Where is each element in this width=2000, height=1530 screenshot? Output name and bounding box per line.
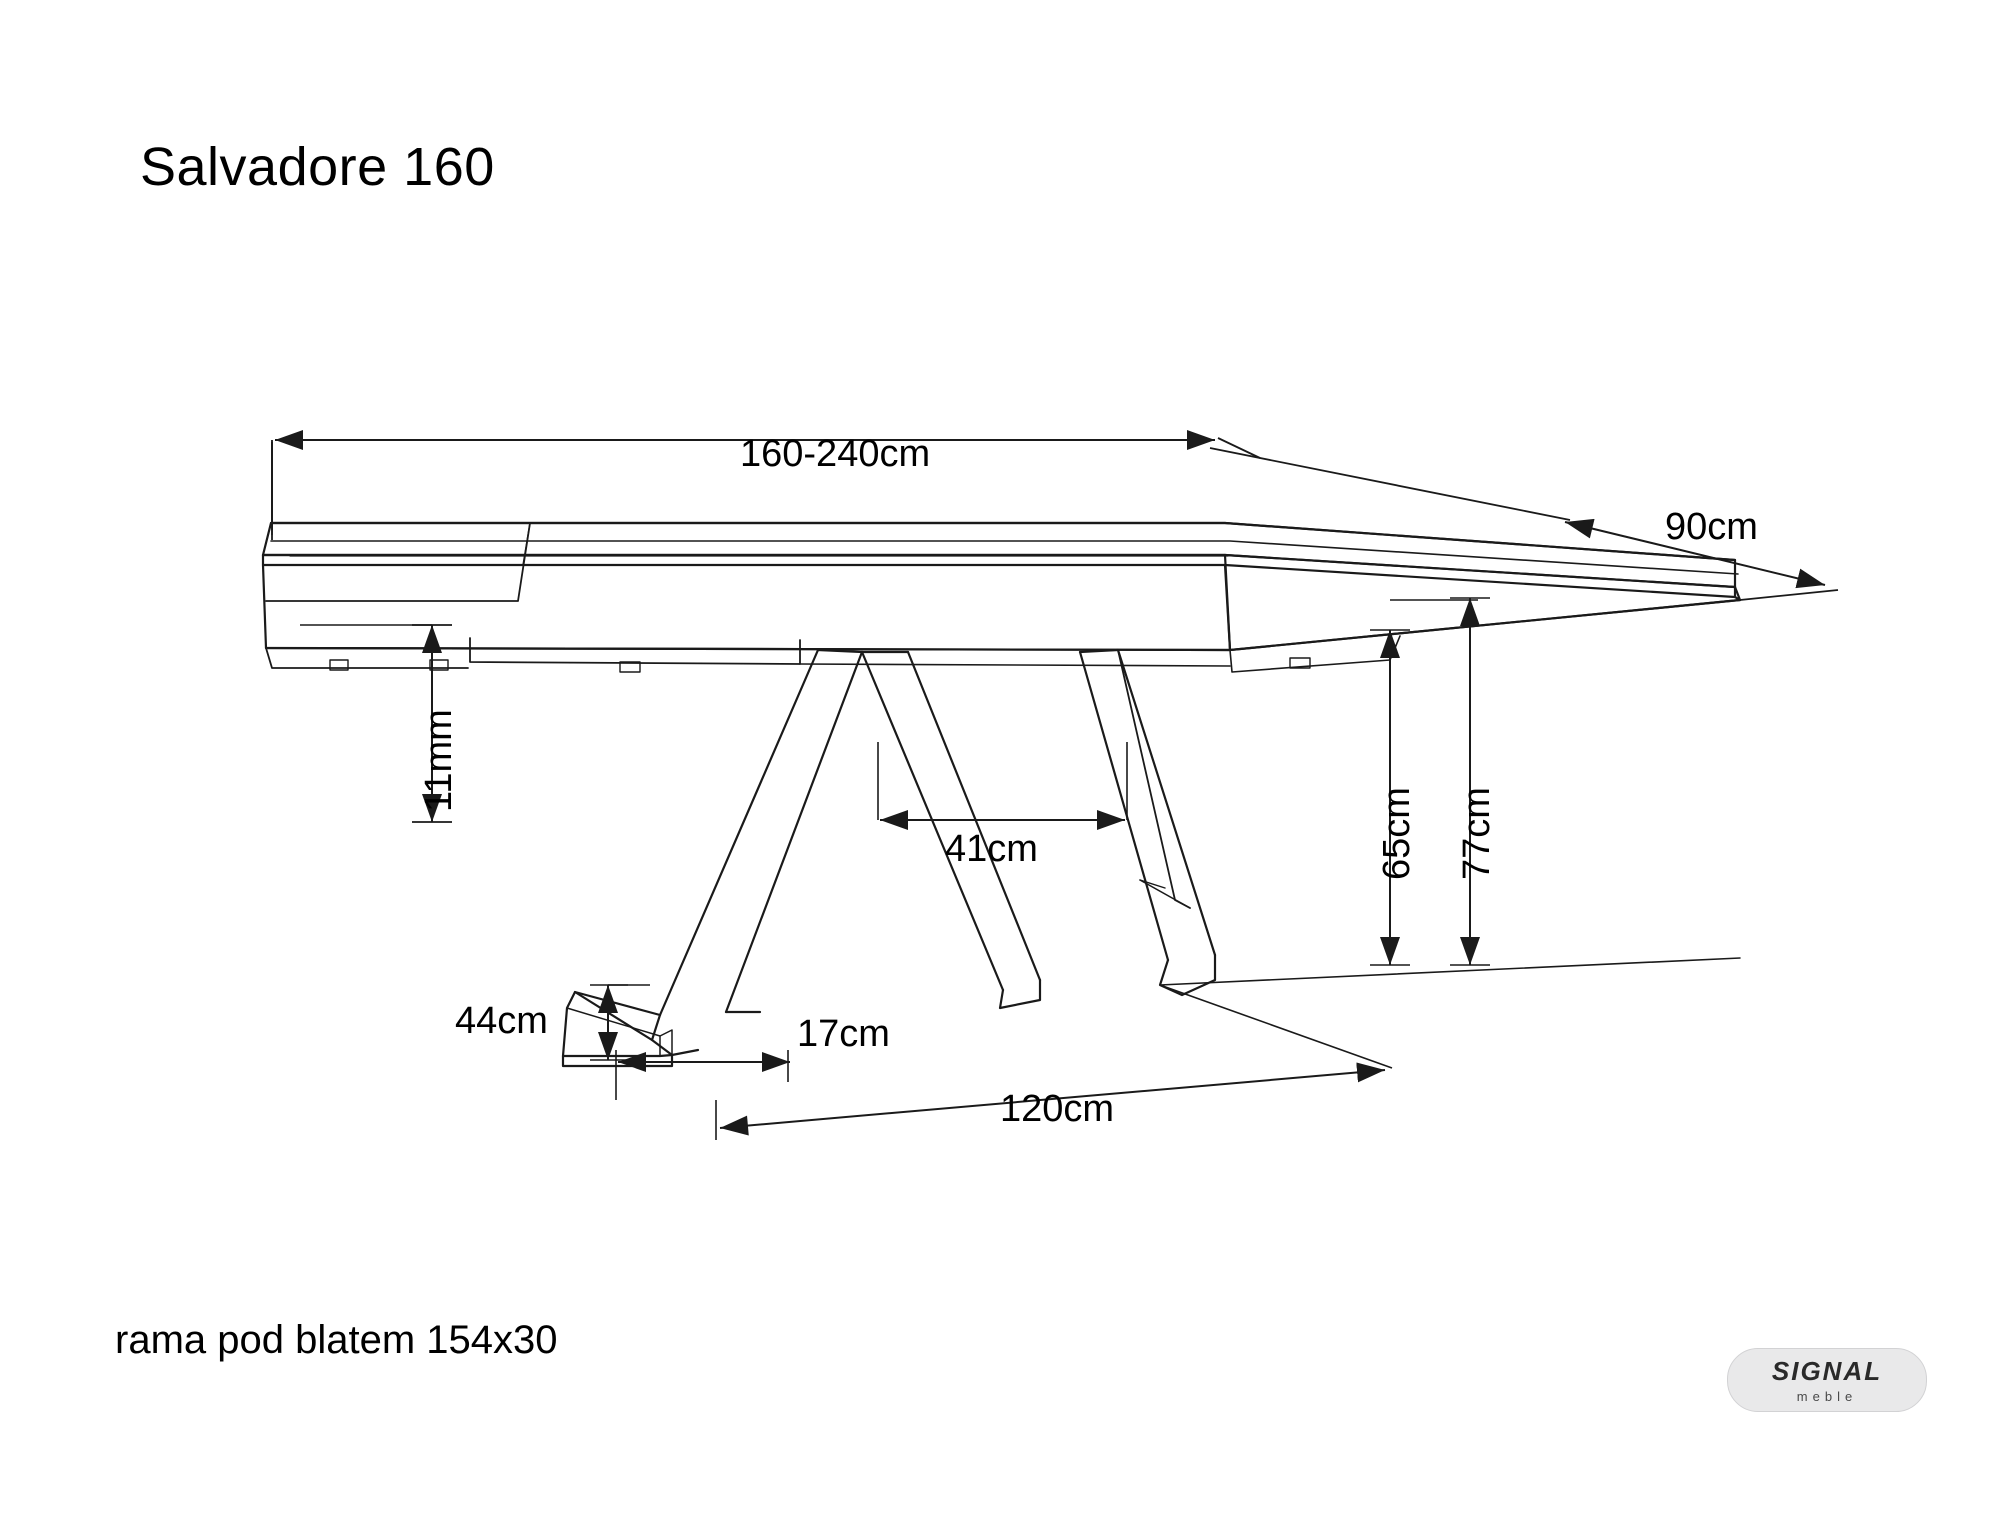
- dimension-foot-depth-label: 44cm: [455, 1000, 548, 1042]
- dimension-foot-width-label: 17cm: [797, 1013, 890, 1055]
- dimension-height-under-label: 65cm: [1376, 787, 1418, 880]
- table-geometry: [263, 523, 1740, 1066]
- logo-subtitle-text: meble: [1796, 1389, 1858, 1404]
- dimension-base-width-label: 120cm: [1000, 1088, 1115, 1130]
- page-title: Salvadore 160: [140, 137, 495, 197]
- footnote-frame-size: rama pod blatem 154x30: [115, 1318, 558, 1362]
- dimension-length-label: 160-240cm: [740, 433, 931, 475]
- signal-meble-logo: [1727, 1348, 1927, 1412]
- dimension-leg-inner-label: 41cm: [945, 828, 1038, 870]
- dimension-top-thickness-label: 11mm: [418, 709, 460, 812]
- logo-brand-text: SIGNAL: [1771, 1356, 1883, 1386]
- dimension-depth-label: 90cm: [1665, 506, 1758, 548]
- dimension-height-total-label: 77cm: [1456, 787, 1498, 880]
